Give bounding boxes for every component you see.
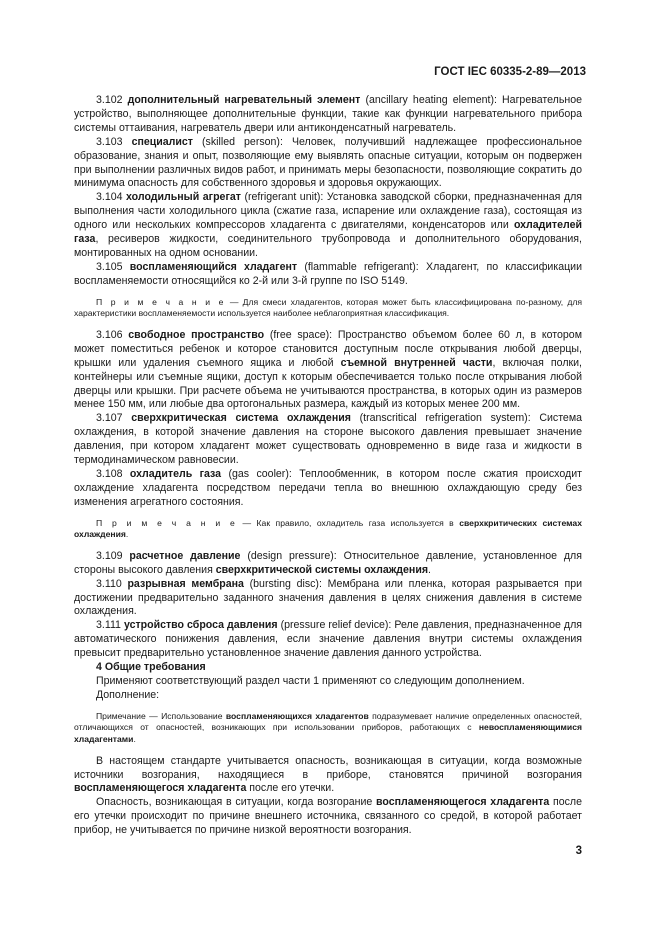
bold-term: воспламеняющийся хладагент (129, 260, 298, 273)
text-run: — Для смеси хладагентов, которая может быть классифицирована по-разному, для характеристики воспламеняемости используется наиболее неблагоприятная классификация. (74, 296, 582, 319)
text-run: (bursting disc): Мембрана или пленка, которая разрывается при достижении предварительно заданного значения давления в целях снижения давления в системе охлаждения. (74, 577, 583, 618)
bold-term: сверхкритическая система охлаждения (131, 412, 351, 425)
text-run: (free space): Пространство объемом более 60 л, в котором может поместиться ребенок и которое становится доступным после открывания любой дверцы, крышки или удаления съемного ящика и любой (74, 328, 582, 369)
text-run: — Как правило, охладитель газа используется в (237, 517, 460, 528)
bold-term: воспламеняющегося хладагента (74, 782, 247, 795)
document-body (74, 94, 582, 838)
bold-term: охладителей газа (74, 219, 582, 246)
body-paragraph (74, 329, 582, 412)
bold-term: холодильный агрегат (126, 191, 241, 204)
text-run: (gas cooler): Теплообменник, в котором после сжатия происходит охлаждение хладагента посредством передачи тепла во внешнюю охлаждающую среду без изменения агрегатного состояния. (74, 467, 582, 508)
text-run: Примечание — Использование (96, 710, 226, 721)
text-run: . (125, 529, 129, 540)
text-run: . (428, 563, 431, 576)
text-run: Опасность, возникающая в ситуации, когда возгорание (96, 796, 377, 809)
text-run: (refrigerant unit): Установка заводской сборки, предназначенная для выполнения части холодильного цикла (сжатие газа, испарение или охлаждение газа), состоящая из одного или нескольких компрессоров хладагента с двигателями, конденсаторов или (74, 191, 582, 232)
text-run: П р и м е ч а н и е (96, 296, 226, 307)
text-run: (flammable refrigerant): Хладагент, по классификации воспламеняемости относящийся ко 2-й или 3-й группе по ISO 5149. (74, 260, 582, 287)
text-run: 3.103 (96, 135, 132, 148)
bold-term: сверхкритической системы охлаждения (215, 563, 429, 576)
text-run: . (133, 734, 136, 744)
bold-term: свободное пространство (128, 328, 265, 341)
body-paragraph (74, 675, 582, 689)
text-run: 3.111 (96, 619, 124, 632)
body-paragraph (74, 578, 582, 620)
text-run: 3.107 (96, 412, 132, 425)
text-run: подразумевает наличие определенных опасностей, отличающихся от опасностей, возникающих при использовании приборов, работающих с (74, 710, 583, 733)
text-run: 3.104 (96, 191, 127, 204)
text-run: В настоящем стандарте учитывается опасность, возникающая в ситуации, когда возможные источники возгорания, находящиеся в приборе, становятся причиной возгорания (74, 754, 582, 781)
body-paragraph (74, 191, 582, 261)
bold-term: дополнительный нагревательный элемент (127, 94, 361, 106)
bold-term: специалист (131, 135, 193, 148)
body-paragraph (74, 661, 582, 675)
bold-term: разрывная мембрана (127, 577, 244, 590)
note-paragraph (74, 297, 582, 320)
body-paragraph (74, 550, 582, 578)
bold-term: устройство сброса давления (123, 619, 278, 632)
text-run: 3.106 (96, 328, 129, 341)
note-paragraph (74, 518, 582, 541)
body-paragraph (74, 755, 582, 797)
text-run: Дополнение: (96, 688, 160, 701)
document-header: ГОСТ IEC 60335-2-89—2013 (434, 66, 586, 78)
bold-term: съемной внутренней части (340, 356, 493, 369)
body-paragraph (74, 136, 582, 192)
body-paragraph (74, 94, 582, 136)
bold-term: 4 Общие требования (96, 661, 206, 674)
body-paragraph (74, 261, 582, 289)
page-number: 3 (575, 845, 582, 857)
body-paragraph (74, 619, 582, 661)
body-paragraph (74, 689, 582, 703)
bold-term: расчетное давление (129, 549, 241, 562)
bold-term: невоспламеняющимися хладагентами (74, 722, 582, 744)
text-run: 3.109 (96, 549, 130, 562)
text-run: после его утечки происходит по причине внешнего источника, связанного со средой, в которой работает прибор, не учитывается по причине низкой вероятности возгорания. (74, 796, 582, 837)
note-paragraph (74, 711, 582, 746)
text-run: (ancillary heating element): Нагревательное устройство, выполняющее дополнительные функции, такие как функции нагревательного прибора системы оттаивания, нагреватель двери или антиконденсатный нагреватель. (74, 94, 582, 134)
text-run: Применяют соответствующий раздел части 1 применяют со следующим дополнением. (96, 675, 525, 687)
text-run: П р и м е ч а н и е (96, 517, 238, 528)
text-run: (design pressure): Относительное давление, установленное для стороны высокого давления (74, 549, 582, 576)
text-run: , ресиверов жидкости, соединительного трубопровода и дополнительного оборудования, монтированных на одном основании. (74, 233, 582, 259)
bold-term: охладитель газа (129, 467, 222, 480)
body-paragraph (74, 468, 582, 510)
bold-term: воспламеняющихся хладагентов (225, 710, 369, 721)
text-run: 3.102 (96, 94, 128, 106)
text-run: 3.105 (96, 260, 130, 273)
text-run: (skilled person): Человек, получивший надлежащее профессиональное образование, знания и опыт, позволяющие ему выявлять опасные ситуации, которым он подвержен при выполнении различных видов работ, и принимать меры безопасности, позволяющие сократить до минимума опасность для собственного здоровья и здоровья окружающих. (74, 135, 582, 190)
bold-term: воспламеняющегося хладагента (376, 796, 550, 809)
text-run: , включая полки, контейнеры или съемные ящики, доступ к которым обеспечивается только после открывания любой дверцы или крышки. При расчете объема не учитываются пространства, в которых один из размеров менее 150 мм, или любые два ортогональных размера, каждый из которых менее 200 мм. (74, 356, 582, 411)
text-run: (transcritical refrigeration system): Система охлаждения, в которой значение давления на стороне высокого давления превышает значение давления, при котором хладагент может существовать одновременно в виде газа и жидкости в термодинамическом равновесии. (74, 412, 582, 467)
body-paragraph (74, 412, 582, 468)
text-run: после его утечки. (246, 782, 335, 795)
body-paragraph (74, 796, 582, 838)
text-run: 3.108 (96, 467, 130, 480)
text-run: 3.110 (96, 577, 128, 590)
text-run: (pressure relief device): Реле давления, предназначенное для автоматического понижения давления, если значение давления внутри системы охлаждения превысит предварительно установленное значение давления данного устройства. (74, 619, 583, 660)
bold-term: сверхкритических системах охлаждения (74, 517, 582, 540)
